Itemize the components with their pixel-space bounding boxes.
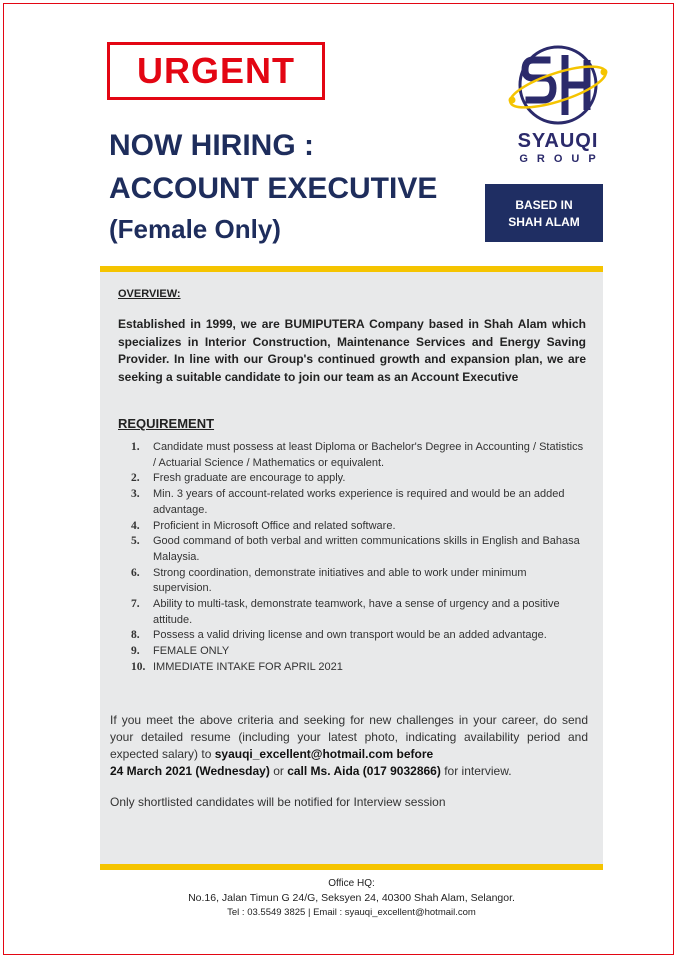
requirement-title: REQUIREMENT	[118, 416, 215, 431]
requirement-number: 6.	[131, 566, 140, 579]
requirement-item	[118, 534, 588, 565]
overview-text: Established in 1999, we are BUMIPUTERA Company based in Shah Alam which specializes in Interior Construction, Maintenance Services and Energy Saving Provider. In line with our Group's continued growth and expansion plan, we are seeking a suitable candidate to join our team as an Account Executive	[118, 317, 586, 384]
syauqi-group-logo-icon	[503, 40, 613, 130]
requirement-number: 5.	[131, 535, 140, 548]
requirement-item	[118, 660, 588, 676]
contact-phone: call Ms. Aida (017 9032866)	[287, 764, 441, 778]
headline-position: ACCOUNT EXECUTIVE	[109, 172, 438, 205]
urgent-banner: URGENT	[107, 42, 325, 100]
requirement-item	[118, 628, 588, 644]
requirement-item	[118, 597, 588, 628]
headline-now-hiring: NOW HIRING :	[109, 129, 314, 162]
requirement-number: 4.	[131, 519, 140, 532]
requirement-text: Good command of both verbal and written communications skills in English and Bahasa Malaysia.	[153, 535, 580, 563]
closing-text-2: or	[269, 764, 288, 778]
requirement-item	[118, 487, 588, 518]
footer	[100, 877, 603, 920]
requirement-number: 3.	[131, 488, 140, 501]
requirement-text: Candidate must possess at least Diploma or Bachelor's Degree in Accounting / Statistics / Actuarial Science / Mathematics or equivalent.	[153, 441, 584, 469]
overview-title: OVERVIEW:	[118, 288, 181, 300]
brand-subtitle: GROUP	[519, 153, 605, 165]
deadline-date: 24 March 2021 (Wednesday)	[110, 764, 270, 778]
location-badge	[485, 184, 603, 242]
headline-gender-note: (Female Only)	[109, 214, 281, 244]
brand-title: SYAUQI	[517, 130, 599, 152]
bottom-divider	[100, 864, 603, 870]
requirement-item	[118, 519, 588, 535]
requirement-text: Fresh graduate are encourage to apply.	[153, 472, 346, 485]
requirement-item	[118, 471, 588, 487]
requirement-list	[118, 440, 588, 676]
footer-contact: Tel : 03.5549 3825 | Email : syauqi_excellent@hotmail.com	[227, 907, 476, 918]
requirement-text: FEMALE ONLY	[153, 645, 230, 658]
application-instructions	[110, 712, 588, 780]
footer-address: No.16, Jalan Timun G 24/G, Seksyen 24, 40300 Shah Alam, Selangor.	[188, 892, 515, 904]
location-badge-line1: BASED IN	[515, 198, 573, 212]
requirement-number: 8.	[131, 629, 140, 642]
contact-email: syauqi_excellent@hotmail.com before	[214, 747, 434, 761]
requirement-item	[118, 566, 588, 597]
footer-label: Office HQ:	[328, 878, 375, 889]
requirement-text: Strong coordination, demonstrate initiatives and able to work under minimum supervision.	[153, 566, 527, 595]
requirement-number: 7.	[131, 598, 140, 611]
requirement-text: Possess a valid driving license and own transport would be an added advantage.	[153, 629, 547, 642]
requirement-number: 1.	[131, 441, 140, 453]
requirement-item	[118, 644, 588, 660]
requirement-item	[118, 440, 588, 471]
requirement-text: IMMEDIATE INTAKE FOR APRIL 2021	[153, 660, 343, 673]
closing-text-1: If you meet the above criteria and seeking for new challenges in your career, do send your detailed resume (including your latest photo, indicating availability period and expected salary) to	[110, 713, 588, 761]
requirement-text: Ability to multi-task, demonstrate teamwork, have a sense of urgency and a positive attitude.	[153, 598, 560, 626]
shortlist-note: Only shortlisted candidates will be notified for Interview session	[110, 795, 446, 809]
requirement-number: 9.	[131, 645, 140, 658]
requirement-number: 2.	[131, 472, 140, 485]
location-badge-line2: SHAH ALAM	[508, 215, 580, 229]
requirement-text: Min. 3 years of account-related works experience is required and would be an added advantage.	[153, 488, 565, 516]
requirement-number: 10.	[131, 660, 146, 673]
closing-text-3: for interview.	[440, 764, 512, 778]
brand-name	[498, 130, 618, 166]
requirement-text: Proficient in Microsoft Office and related software.	[153, 519, 396, 532]
job-headline	[109, 126, 437, 247]
